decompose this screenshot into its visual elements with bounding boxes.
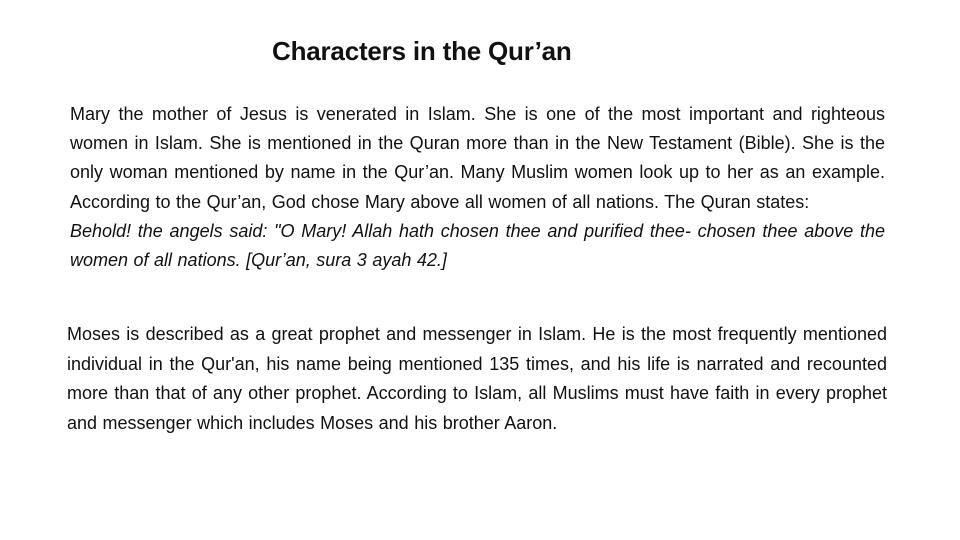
mary-paragraph-text: Mary the mother of Jesus is venerated in Islam. She is one of the most important and righteous women in Islam. She is mentioned in the Quran more than in the New Testament (Bible). She is the only woman mentioned by name in the Qur’an. Many Muslim women look up to her as an example. According to the Qur’an, God chose Mary above all women of all nations. The Quran states:: [70, 104, 885, 212]
moses-paragraph: [67, 320, 887, 438]
mary-paragraph: [70, 100, 885, 275]
quran-quote: Behold! the angels said: "O Mary! Allah hath chosen thee and purified thee- chosen thee above the women of all nations. [Qur’an, sura 3 ayah 42.]: [70, 220, 885, 271]
moses-paragraph-text: Moses is described as a great prophet and messenger in Islam. He is the most frequently mentioned individual in the Qur'an, his name being mentioned 135 times, and his life is narrated and recounted more than that of any other prophet. According to Islam, all Muslims must have faith in every prophet and messenger which includes Moses and his brother Aaron.: [67, 324, 887, 433]
slide-title: Characters in the Qur’an: [272, 36, 572, 66]
